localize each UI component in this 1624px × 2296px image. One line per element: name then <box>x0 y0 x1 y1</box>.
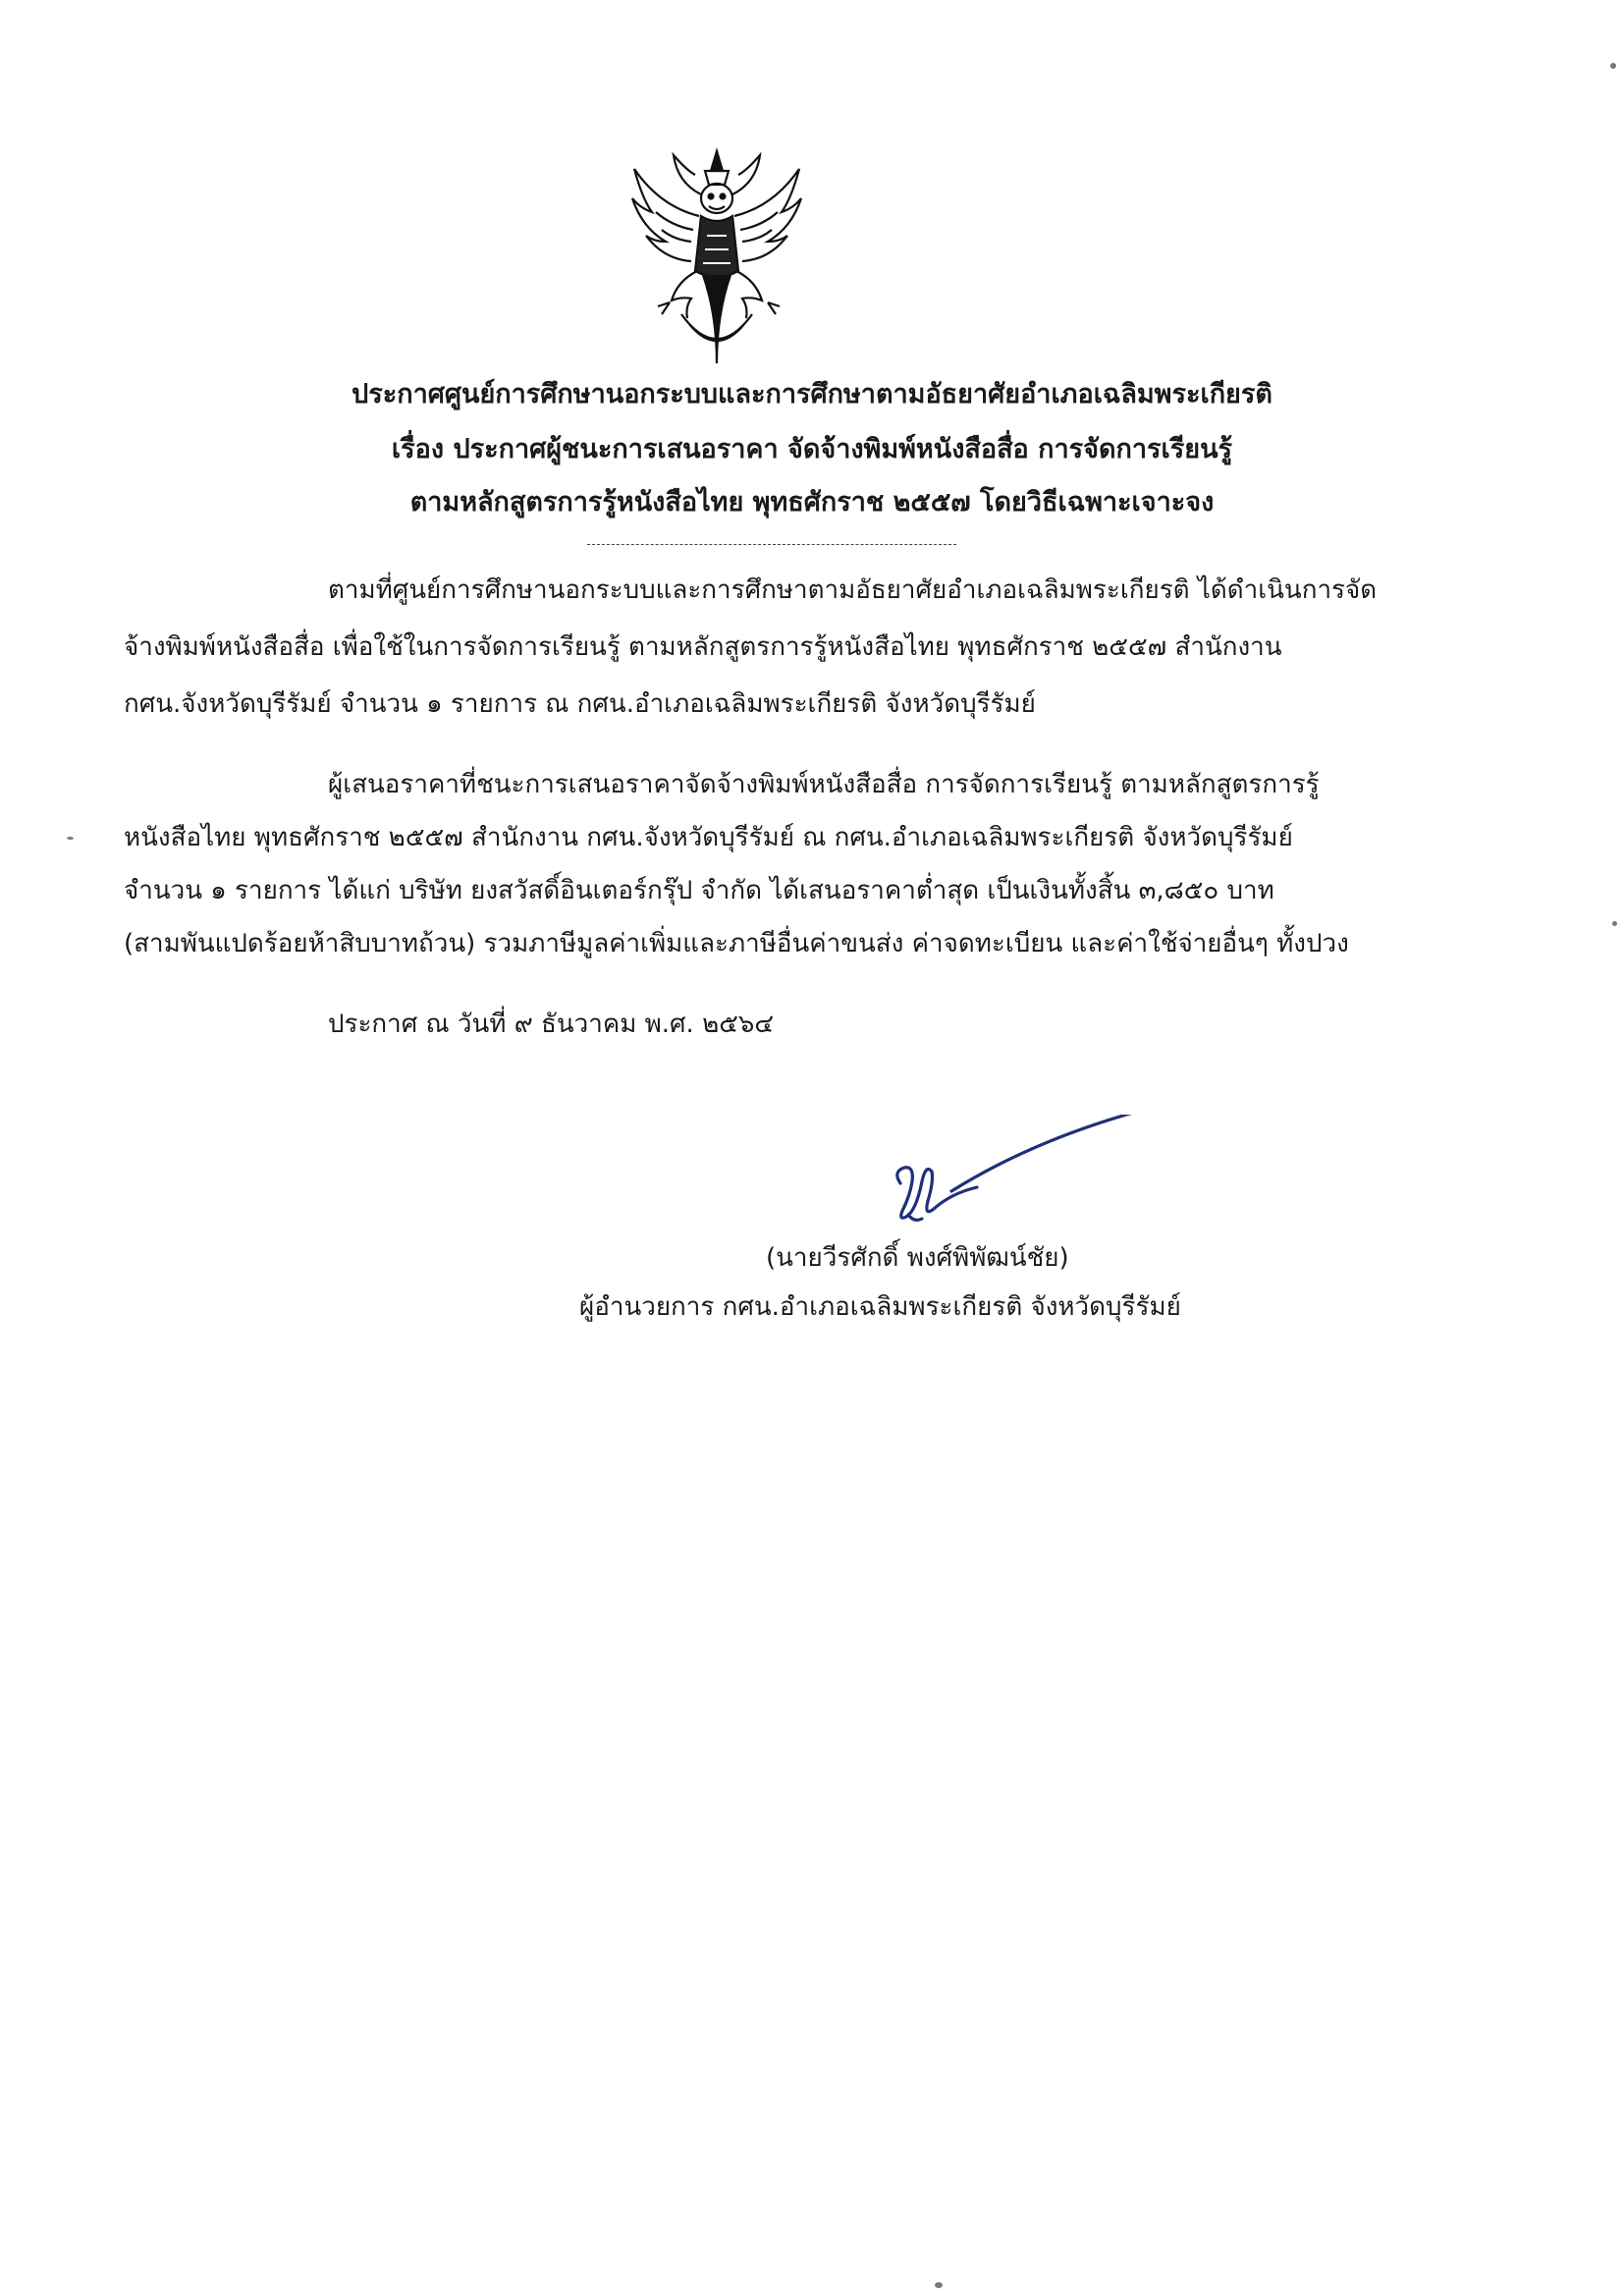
paragraph-1-line-2: จ้างพิมพ์หนังสือสื่อ เพื่อใช้ในการจัดการเรียนรู้ ตามหลักสูตรการรู้หนังสือไทย พุทธศักราช ๒๕๕๗ สำนักงาน <box>124 632 1282 662</box>
header-divider <box>587 544 956 545</box>
scan-speck <box>1612 921 1617 926</box>
paragraph-2-line-3: จำนวน ๑ รายการ ได้แก่ บริษัท ยงสวัสดิ์อินเตอร์กรุ๊ป จำกัด ได้เสนอราคาต่ำสุด เป็นเงินทั้งสิ้น ๓,๘๕๐ บาท <box>124 876 1274 905</box>
header-line-1: ประกาศศูนย์การศึกษานอกระบบและการศึกษาตามอัธยาศัยอำเภอเฉลิมพระเกียรติ <box>352 379 1272 410</box>
announce-date: ประกาศ ณ วันที่ ๙ ธันวาคม พ.ศ. ๒๕๖๔ <box>328 1010 775 1039</box>
handwritten-signature <box>879 1115 1134 1242</box>
header-line-3: ตามหลักสูตรการรู้หนังสือไทย พุทธศักราช ๒๕๕๗ โดยวิธีเฉพาะเจาะจง <box>409 487 1215 518</box>
paragraph-1-line-1: ตามที่ศูนย์การศึกษานอกระบบและการศึกษาตามอัธยาศัยอำเภอเฉลิมพระเกียรติ ได้ดำเนินการจัด <box>328 575 1378 605</box>
paragraph-2-line-2: หนังสือไทย พุทธศักราช ๒๕๕๗ สำนักงาน กศน.จังหวัดบุรีรัมย์ ณ กศน.อำเภอเฉลิมพระเกียรติ จังหวัดบุรีรัมย์ <box>124 823 1293 852</box>
header-line-2: เรื่อง ประกาศผู้ชนะการเสนอราคา จัดจ้างพิมพ์หนังสือสื่อ การจัดการเรียนรู้ <box>391 434 1233 465</box>
paragraph-2-line-1: ผู้เสนอราคาที่ชนะการเสนอราคาจัดจ้างพิมพ์หนังสือสื่อ การจัดการเรียนรู้ ตามหลักสูตรการรู้ <box>328 770 1320 799</box>
scan-speck <box>67 837 74 840</box>
paragraph-1-line-3: กศน.จังหวัดบุรีรัมย์ จำนวน ๑ รายการ ณ กศน.อำเภอเฉลิมพระเกียรติ จังหวัดบุรีรัมย์ <box>124 689 1036 719</box>
signer-title: ผู้อำนวยการ กศน.อำเภอเฉลิมพระเกียรติ จังหวัดบุรีรัมย์ <box>579 1292 1181 1322</box>
scan-speck <box>1610 63 1616 69</box>
scan-speck <box>935 2282 943 2288</box>
garuda-emblem-icon <box>630 147 803 367</box>
paragraph-2-line-4: (สามพันแปดร้อยห้าสิบบาทถ้วน) รวมภาษีมูลค่าเพิ่มและภาษีอื่นค่าขนส่ง ค่าจดทะเบียน และค่าใช้จ่ายอื่นๆ ทั้งปวง <box>124 929 1349 958</box>
signer-name: (นายวีรศักดิ์ พงศ์พิพัฒน์ชัย) <box>766 1243 1069 1273</box>
